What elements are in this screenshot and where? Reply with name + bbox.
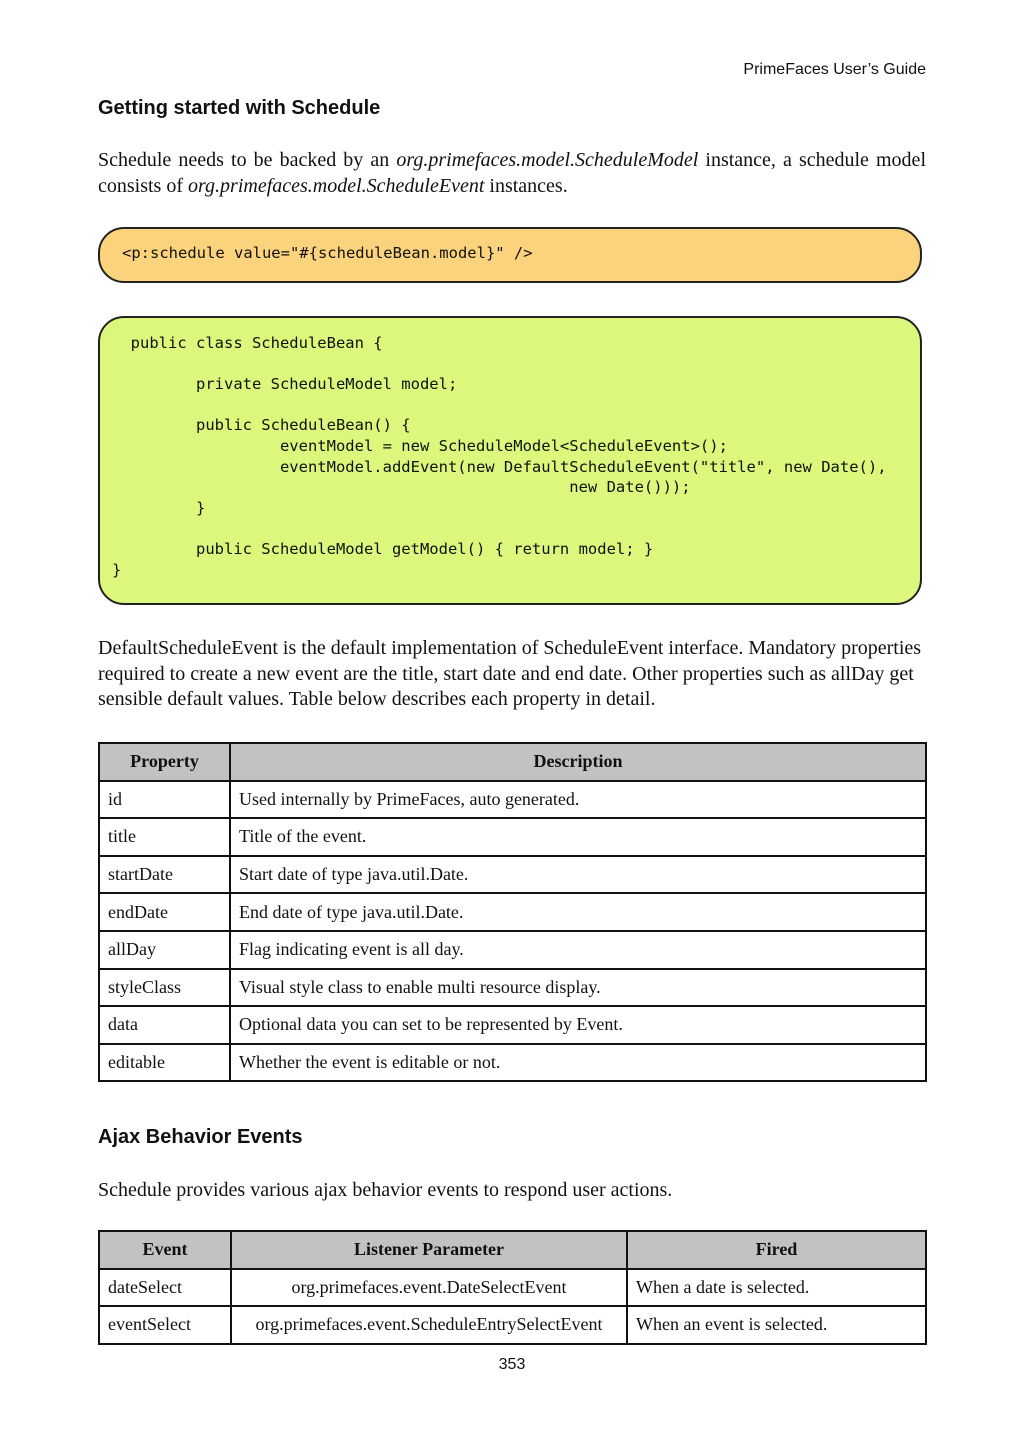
description-cell: Flag indicating event is all day.: [230, 931, 926, 969]
property-cell: styleClass: [99, 969, 230, 1007]
intro-text-c: instances.: [484, 175, 568, 197]
description-cell: End date of type java.util.Date.: [230, 893, 926, 931]
column-header: Event: [99, 1231, 231, 1269]
description-cell: Title of the event.: [230, 818, 926, 856]
description-cell: Visual style class to enable multi resource display.: [230, 969, 926, 1007]
description-cell: Optional data you can set to be represented by Event.: [230, 1006, 926, 1044]
event-cell: eventSelect: [99, 1306, 231, 1344]
table-row: [99, 893, 926, 931]
listener-cell: org.primefaces.event.DateSelectEvent: [231, 1269, 627, 1307]
xml-code: <p:schedule value="#{scheduleBean.model}" />: [122, 244, 533, 262]
section-heading-getting-started: Getting started with Schedule: [98, 97, 381, 119]
table-row: [99, 931, 926, 969]
table-header-row: [99, 743, 926, 781]
description-paragraph: DefaultScheduleEvent is the default implementation of ScheduleEvent interface. Mandatory properties required to create a new event are the title, start date and end date. Other properties such as allDay get sensible default values. Table below describes each property in detail.: [98, 637, 922, 710]
intro-text-b: instance, a schedule model consists of: [98, 149, 926, 197]
table-row: [99, 1269, 926, 1307]
running-header: PrimeFaces User’s Guide: [743, 61, 926, 78]
section-heading-ajax-behavior-events: Ajax Behavior Events: [98, 1126, 303, 1148]
property-cell: data: [99, 1006, 230, 1044]
intro-paragraph: [98, 147, 926, 199]
property-cell: endDate: [99, 893, 230, 931]
property-cell: title: [99, 818, 230, 856]
table-row: [99, 856, 926, 894]
description-cell: Whether the event is editable or not.: [230, 1044, 926, 1082]
property-cell: allDay: [99, 931, 230, 969]
column-header: Fired: [627, 1231, 926, 1269]
property-cell: id: [99, 781, 230, 819]
table-row: [99, 1006, 926, 1044]
table-row: [99, 1306, 926, 1344]
column-header: Description: [230, 743, 926, 781]
description-cell: Start date of type java.util.Date.: [230, 856, 926, 894]
table-row: [99, 781, 926, 819]
intro-class-schedule-model: org.primefaces.model.ScheduleModel: [396, 149, 699, 171]
table-row: [99, 969, 926, 1007]
property-table: [98, 742, 927, 1082]
table-row: [99, 1044, 926, 1082]
ajax-intro-paragraph: Schedule provides various ajax behavior events to respond user actions.: [98, 1179, 673, 1201]
description-cell: Used internally by PrimeFaces, auto generated.: [230, 781, 926, 819]
column-header: Property: [99, 743, 230, 781]
java-code: public class ScheduleBean { private ScheduleModel model; public ScheduleBean() { eventModel = new ScheduleModel<ScheduleEvent>(); eventModel.addEvent(new DefaultScheduleEvent("title", new Date(), new Date())); } public ScheduleModel getModel() { return model; } }: [112, 334, 887, 579]
java-code-box: [98, 316, 922, 605]
intro-text-a: Schedule needs to be backed by an: [98, 149, 397, 171]
fired-cell: When a date is selected.: [627, 1269, 926, 1307]
ajax-event-table: [98, 1230, 927, 1345]
property-cell: startDate: [99, 856, 230, 894]
column-header: Listener Parameter: [231, 1231, 627, 1269]
xml-code-box: [98, 227, 922, 283]
page-number: 353: [498, 1356, 526, 1373]
listener-cell: org.primefaces.event.ScheduleEntrySelectEvent: [231, 1306, 627, 1344]
fired-cell: When an event is selected.: [627, 1306, 926, 1344]
intro-class-schedule-event: org.primefaces.model.ScheduleEvent: [188, 175, 485, 197]
event-cell: dateSelect: [99, 1269, 231, 1307]
table-row: [99, 818, 926, 856]
property-cell: editable: [99, 1044, 230, 1082]
table-header-row: [99, 1231, 926, 1269]
